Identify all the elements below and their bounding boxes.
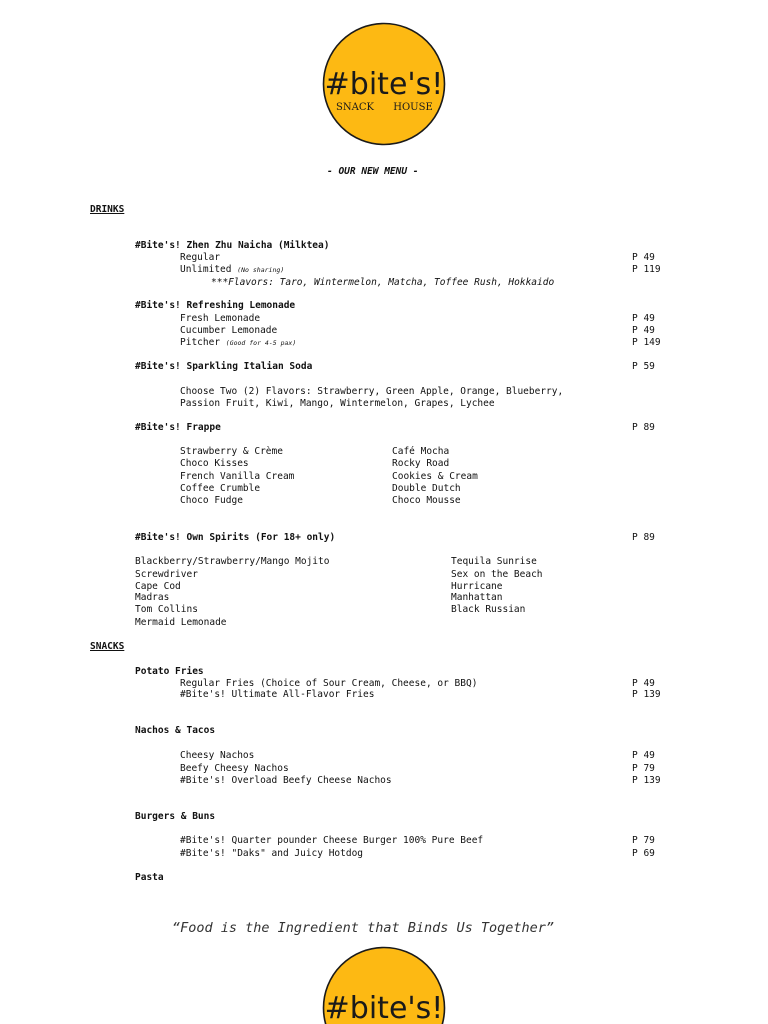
menu-item-note: (Good for 4-5 pax): [225, 339, 297, 347]
spirit-item: Hurricane: [451, 581, 503, 592]
menu-item-price: P 49: [632, 750, 655, 761]
soda-price: P 59: [632, 361, 655, 372]
menu-item-label: Regular: [180, 252, 221, 263]
menu-item-price: P 119: [632, 264, 661, 275]
menu-item-price: P 79: [632, 835, 655, 846]
logo-circle: [322, 22, 446, 146]
spirit-item: Black Russian: [451, 604, 526, 615]
spirit-item: Cape Cod: [135, 581, 181, 592]
spirit-item: Blackberry/Strawberry/Mango Mojito: [135, 556, 330, 567]
logo-circle: [322, 946, 446, 1024]
menu-item-label: #Bite's! Quarter pounder Cheese Burger 100% Pure Beef: [180, 835, 484, 846]
menu-item-label: Beefy Cheesy Nachos: [180, 763, 289, 774]
frappe-flavor: Rocky Road: [392, 458, 450, 469]
logo-bottom: [322, 946, 446, 1024]
soda-desc: Choose Two (2) Flavors: Strawberry, Green Apple, Orange, Blueberry,: [180, 386, 564, 397]
frappe-flavor: Double Dutch: [392, 483, 461, 494]
menu-item-price: P 139: [632, 689, 661, 700]
frappe-flavor: French Vanilla Cream: [180, 471, 295, 482]
menu-item-price: P 149: [632, 337, 661, 348]
spirit-item: Tom Collins: [135, 604, 198, 615]
menu-item-price: P 69: [632, 848, 655, 859]
menu-item-price: P 49: [632, 252, 655, 263]
menu-item-price: P 49: [632, 678, 655, 689]
menu-item-price: P 49: [632, 313, 655, 324]
soda-desc: Passion Fruit, Kiwi, Mango, Wintermelon, Grapes, Lychee: [180, 398, 495, 409]
spirits-name: #Bite's! Own Spirits (For 18+ only): [135, 532, 336, 543]
frappe-flavor: Café Mocha: [392, 446, 450, 457]
milktea-flavors: ***Flavors: Taro, Wintermelon, Matcha, Toffee Rush, Hokkaido: [211, 277, 555, 288]
menu-item-label-with-note: [180, 264, 284, 276]
menu-item-label: Cucumber Lemonade: [180, 325, 278, 336]
menu-item-label: Unlimited: [180, 264, 232, 275]
tagline: “Food is the Ingredient that Binds Us Together”: [172, 920, 555, 936]
frappe-flavor: Cookies & Cream: [392, 471, 478, 482]
frappe-price: P 89: [632, 422, 655, 433]
frappe-flavor: Choco Mousse: [392, 495, 461, 506]
spirit-item: Sex on the Beach: [451, 569, 543, 580]
menu-item-label: #Bite's! "Daks" and Juicy Hotdog: [180, 848, 364, 859]
milktea-name: #Bite's! Zhen Zhu Naicha (Milktea): [135, 240, 330, 251]
logo-brand-text: #bite's!: [324, 991, 444, 1024]
pasta-name: Pasta: [135, 872, 164, 883]
fries-name: Potato Fries: [135, 666, 204, 677]
logo-right-word: HOUSE: [393, 102, 433, 113]
section-title-snacks: SNACKS: [90, 641, 125, 652]
menu-item-label: Cheesy Nachos: [180, 750, 255, 761]
lemonade-name: #Bite's! Refreshing Lemonade: [135, 300, 296, 311]
menu-item-label-with-note: [180, 337, 296, 349]
menu-item-label: #Bite's! Overload Beefy Cheese Nachos: [180, 775, 392, 786]
menu-item-note: (No sharing): [237, 266, 285, 274]
soda-name: #Bite's! Sparkling Italian Soda: [135, 361, 313, 372]
spirit-item: Manhattan: [451, 592, 503, 603]
logo-top: [322, 22, 446, 146]
menu-item-label: Regular Fries (Choice of Sour Cream, Cheese, or BBQ): [180, 678, 478, 689]
menu-item-label: Fresh Lemonade: [180, 313, 261, 324]
menu-item-price: P 79: [632, 763, 655, 774]
spirit-item: Mermaid Lemonade: [135, 617, 227, 628]
menu-item-price: P 139: [632, 775, 661, 786]
menu-item-label: Pitcher: [180, 337, 221, 348]
spirits-price: P 89: [632, 532, 655, 543]
menu-item-price: P 49: [632, 325, 655, 336]
spirit-item: Screwdriver: [135, 569, 198, 580]
spirit-item: Madras: [135, 592, 170, 603]
spirit-item: Tequila Sunrise: [451, 556, 537, 567]
burgers-name: Burgers & Buns: [135, 811, 216, 822]
frappe-flavor: Strawberry & Crème: [180, 446, 283, 457]
menu-item-label: #Bite's! Ultimate All-Flavor Fries: [180, 689, 375, 700]
nachos-name: Nachos & Tacos: [135, 725, 216, 736]
menu-heading: - OUR NEW MENU -: [327, 166, 419, 177]
logo-left-word: SNACK: [336, 102, 374, 113]
frappe-flavor: Coffee Crumble: [180, 483, 261, 494]
section-title-drinks: DRINKS: [90, 204, 125, 215]
logo-brand-text: #bite's!: [324, 67, 444, 102]
frappe-name: #Bite's! Frappe: [135, 422, 221, 433]
frappe-flavor: Choco Fudge: [180, 495, 243, 506]
frappe-flavor: Choco Kisses: [180, 458, 249, 469]
